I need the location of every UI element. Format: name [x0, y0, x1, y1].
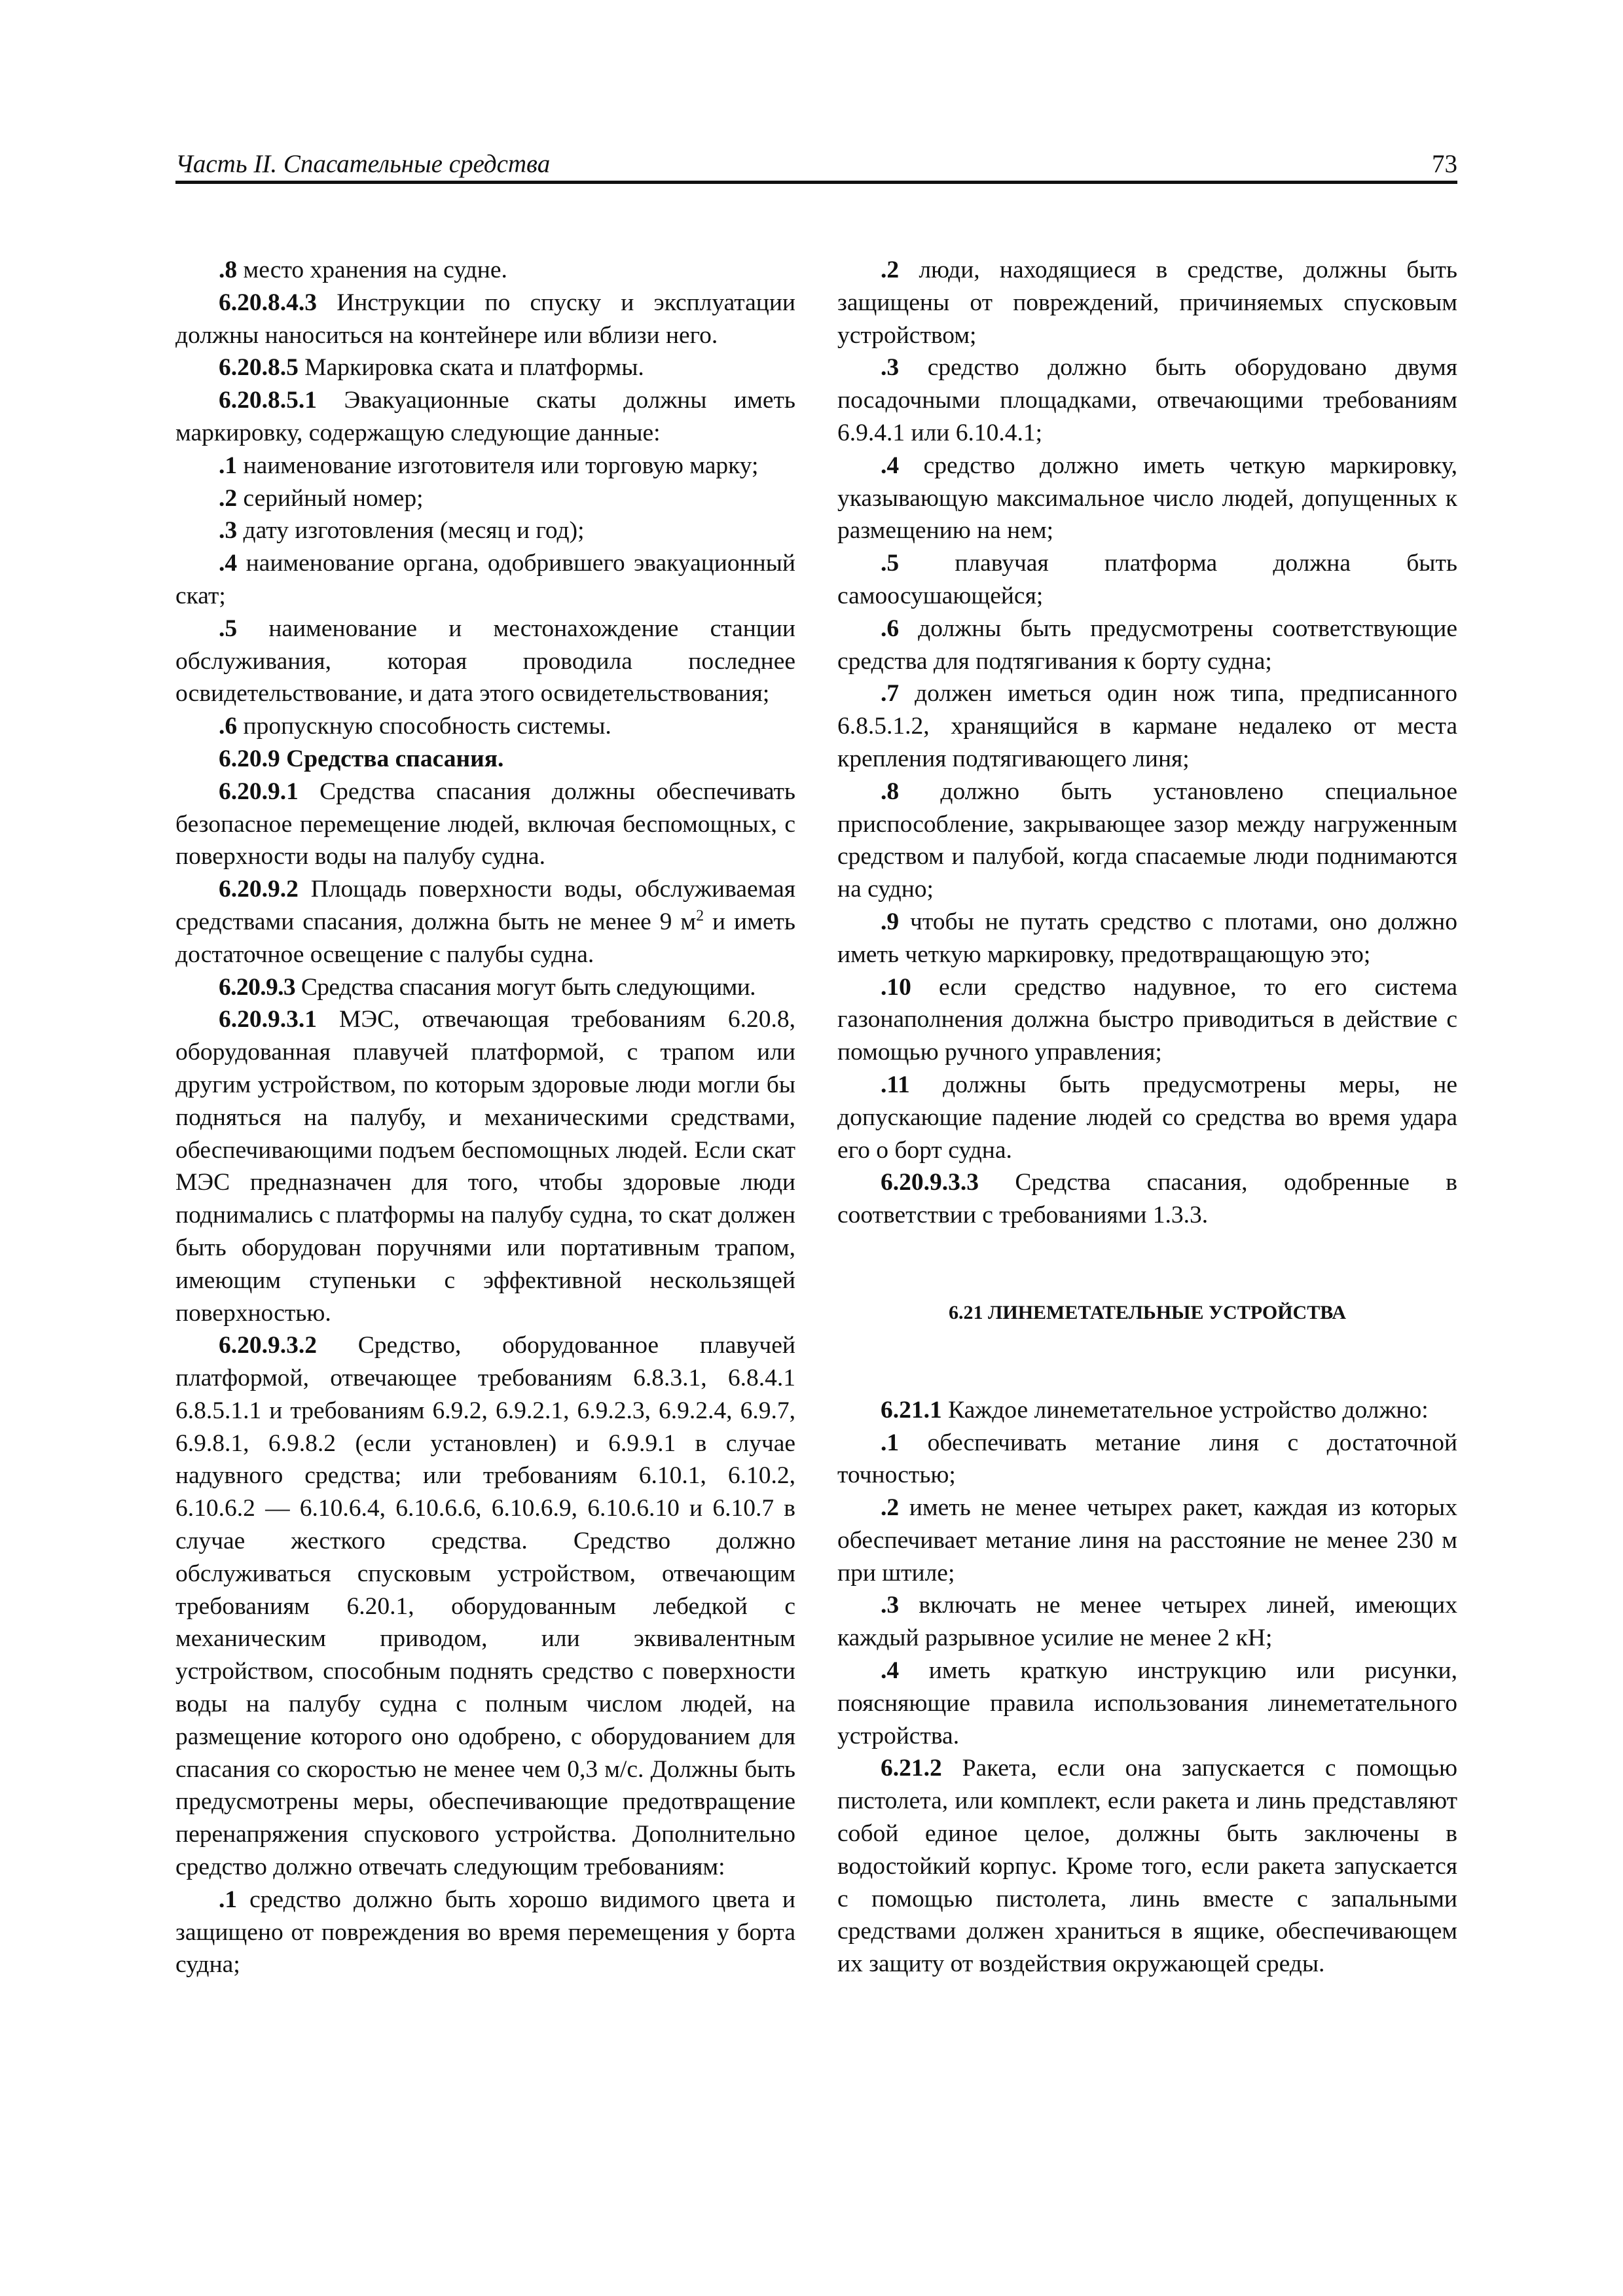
list-item: .9 чтобы не путать средство с плотами, оно должно иметь четкую маркировку, предотвращающую это; — [837, 908, 1457, 968]
right-column — [837, 254, 1457, 1981]
section-title: 6.21 ЛИНЕМЕТАТЕЛЬНЫЕ УСТРОЙСТВА — [949, 1301, 1346, 1323]
page-number: 73 — [1432, 150, 1457, 178]
list-item: .11 должны быть предусмотрены меры, не допускающие падение людей со средства во время удара его о борт судна. — [837, 1071, 1457, 1164]
paragraph: 6.20.9.3.2 Средство, оборудованное плавучей платформой, отвечающее требованиям 6.8.3.1, 6.8.4.1 6.8.5.1.1 и требованиям 6.9.2, 6.9.2.1, 6.9.2.3, 6.9.2.4, 6.9.7, 6.9.8.1, 6.9.8.2 (если установлен) и 6.9.9.1 в случае надувного средства; или требованиям 6.10.1, 6.10.2, 6.10.6.2 — 6.10.6.4, 6.10.6.6, 6.10.6.9, 6.10.6.10 и 6.10.7 в случае жесткого средства. Средство должно обслуживаться спусковым устройством, отвечающим требованиям 6.20.1, оборудованным лебедкой с механическим приводом, или эквивалентным устройством, способным поднять средство с поверхности воды на палубу судна с полным числом людей, на размещение которого оно одобрено, с оборудованием для спасания со скоростью не менее чем 0,3 м/с. Должны быть предусмотрены меры, обеспечивающие предотвращение перенапряжения спускового устройства. Дополнительно средство должно отвечать следующим требованиям: — [175, 1332, 795, 1881]
list-item: .5 плавучая платформа должна быть самоосушающейся; — [837, 550, 1457, 609]
list-item: .10 если средство надувное, то его система газонаполнения должна быстро приводиться в действие с помощью ручного управления; — [837, 973, 1457, 1066]
list-item: .7 должен иметься один нож типа, предписанного 6.8.5.1.2, хранящийся в кармане недалеко от места крепления подтягивающего линя; — [837, 680, 1457, 772]
list-item: .3 средство должно быть оборудовано двумя посадочными площадками, отвечающими требованиям 6.9.4.1 или 6.10.4.1; — [837, 354, 1457, 446]
paragraph: 6.20.9.1 Средства спасания должны обеспечивать безопасное перемещение людей, включая беспомощных, с поверхности воды на палубу судна. — [175, 778, 795, 870]
list-item: .8 должно быть установлено специальное приспособление, закрывающее зазор между нагруженным средством и палубой, когда спасаемые люди поднимаются на судно; — [837, 778, 1457, 903]
list-item: .4 средство должно иметь четкую маркировку, указывающую максимальное число людей, допущенных к размещению на нем; — [837, 452, 1457, 545]
paragraph: 6.21.1 Каждое линеметательное устройство должно: — [881, 1396, 1429, 1424]
list-item: .3 дату изготовления (месяц и год); — [219, 517, 585, 545]
list-item: .6 пропускную способность системы. — [219, 713, 611, 740]
list-item: .1 обеспечивать метание линя с достаточной точностью; — [837, 1429, 1457, 1489]
paragraph: .8 место хранения на судне. — [219, 257, 507, 283]
page-header — [175, 149, 1457, 184]
paragraph: 6.21.2 Ракета, если она запускается с помощью пистолета, или комплект, если ракета и линь представляют собой единое целое, должны быть заключены в водостойкий корпус. Кроме того, если ракета запускается с помощью пистолета, линь вместе с запальными средствами должен храниться в ящике, обеспечивающем их защиту от воздействия окружающей среды. — [837, 1755, 1457, 1978]
list-item: .2 иметь не менее четырех ракет, каждая из которых обеспечивает метание линя на расстояние не менее 230 м при штиле; — [837, 1494, 1457, 1587]
running-title: Часть II. Спасательные средства — [175, 150, 551, 178]
list-item: .1 наименование изготовителя или торговую марку; — [219, 452, 759, 479]
list-item: .5 наименование и местонахождение станции обслуживания, которая проводила последнее освидетельствование, и дата этого освидетельствования; — [175, 615, 795, 708]
list-item: .6 должны быть предусмотрены соответствующие средства для подтягивания к борту судна; — [837, 615, 1457, 675]
list-item: .2 люди, находящиеся в средстве, должны быть защищены от повреждений, причиняемых спусковым устройством; — [837, 257, 1457, 349]
paragraph: 6.20.8.4.3 Инструкции по спуску и эксплуатации должны наноситься на контейнере или вблизи него. — [175, 289, 795, 349]
list-item: .4 наименование органа, одобрившего эвакуационный скат; — [175, 550, 795, 609]
paragraph: 6.20.9.3.1 МЭС, отвечающая требованиям 6.20.8, оборудованная плавучей платформой, с трапом или другим устройством, по которым здоровые люди могли бы подняться на палубу, и механическими средствами, обеспечивающими подъем беспомощных людей. Если скат МЭС предназначен для того, чтобы здоровые люди поднимались с платформы на палубу судна, то скат должен быть оборудован поручнями или портативным трапом, имеющим ступеньки с эффективной нескользящей поверхностью. — [175, 1006, 795, 1327]
list-item: .3 включать не менее четырех линей, имеющих каждый разрывное усилие не менее 2 кН; — [837, 1592, 1457, 1652]
list-item: .2 серийный номер; — [219, 484, 424, 512]
paragraph: 6.20.8.5 Маркировка ската и платформы. — [219, 354, 644, 382]
list-item: 6.20.9.3.3 Средства спасания, одобренные в соответствии с требованиями 1.3.3. — [837, 1169, 1457, 1229]
list-item: .4 иметь краткую инструкцию или рисунки, поясняющие правила использования линеметательного устройства. — [837, 1657, 1457, 1749]
paragraph: 6.20.9.2 Площадь поверхности воды, обслуживаемая средствами спасания, должна быть не менее 9 $м^2$ и иметь достаточное освещение с палубы судна. — [175, 876, 795, 968]
subsection-heading: 6.20.9 Средства спасания. — [219, 745, 504, 772]
paragraph: 6.20.9.3 Средства спасания могут быть следующими. — [219, 973, 756, 1001]
left-column — [175, 254, 795, 1981]
paragraph: 6.20.8.5.1 Эвакуационные скаты должны иметь маркировку, содержащую следующие данные: — [175, 387, 795, 446]
list-item: .1 средство должно быть хорошо видимого цвета и защищено от повреждения во время перемещения у борта судна; — [175, 1886, 795, 1979]
